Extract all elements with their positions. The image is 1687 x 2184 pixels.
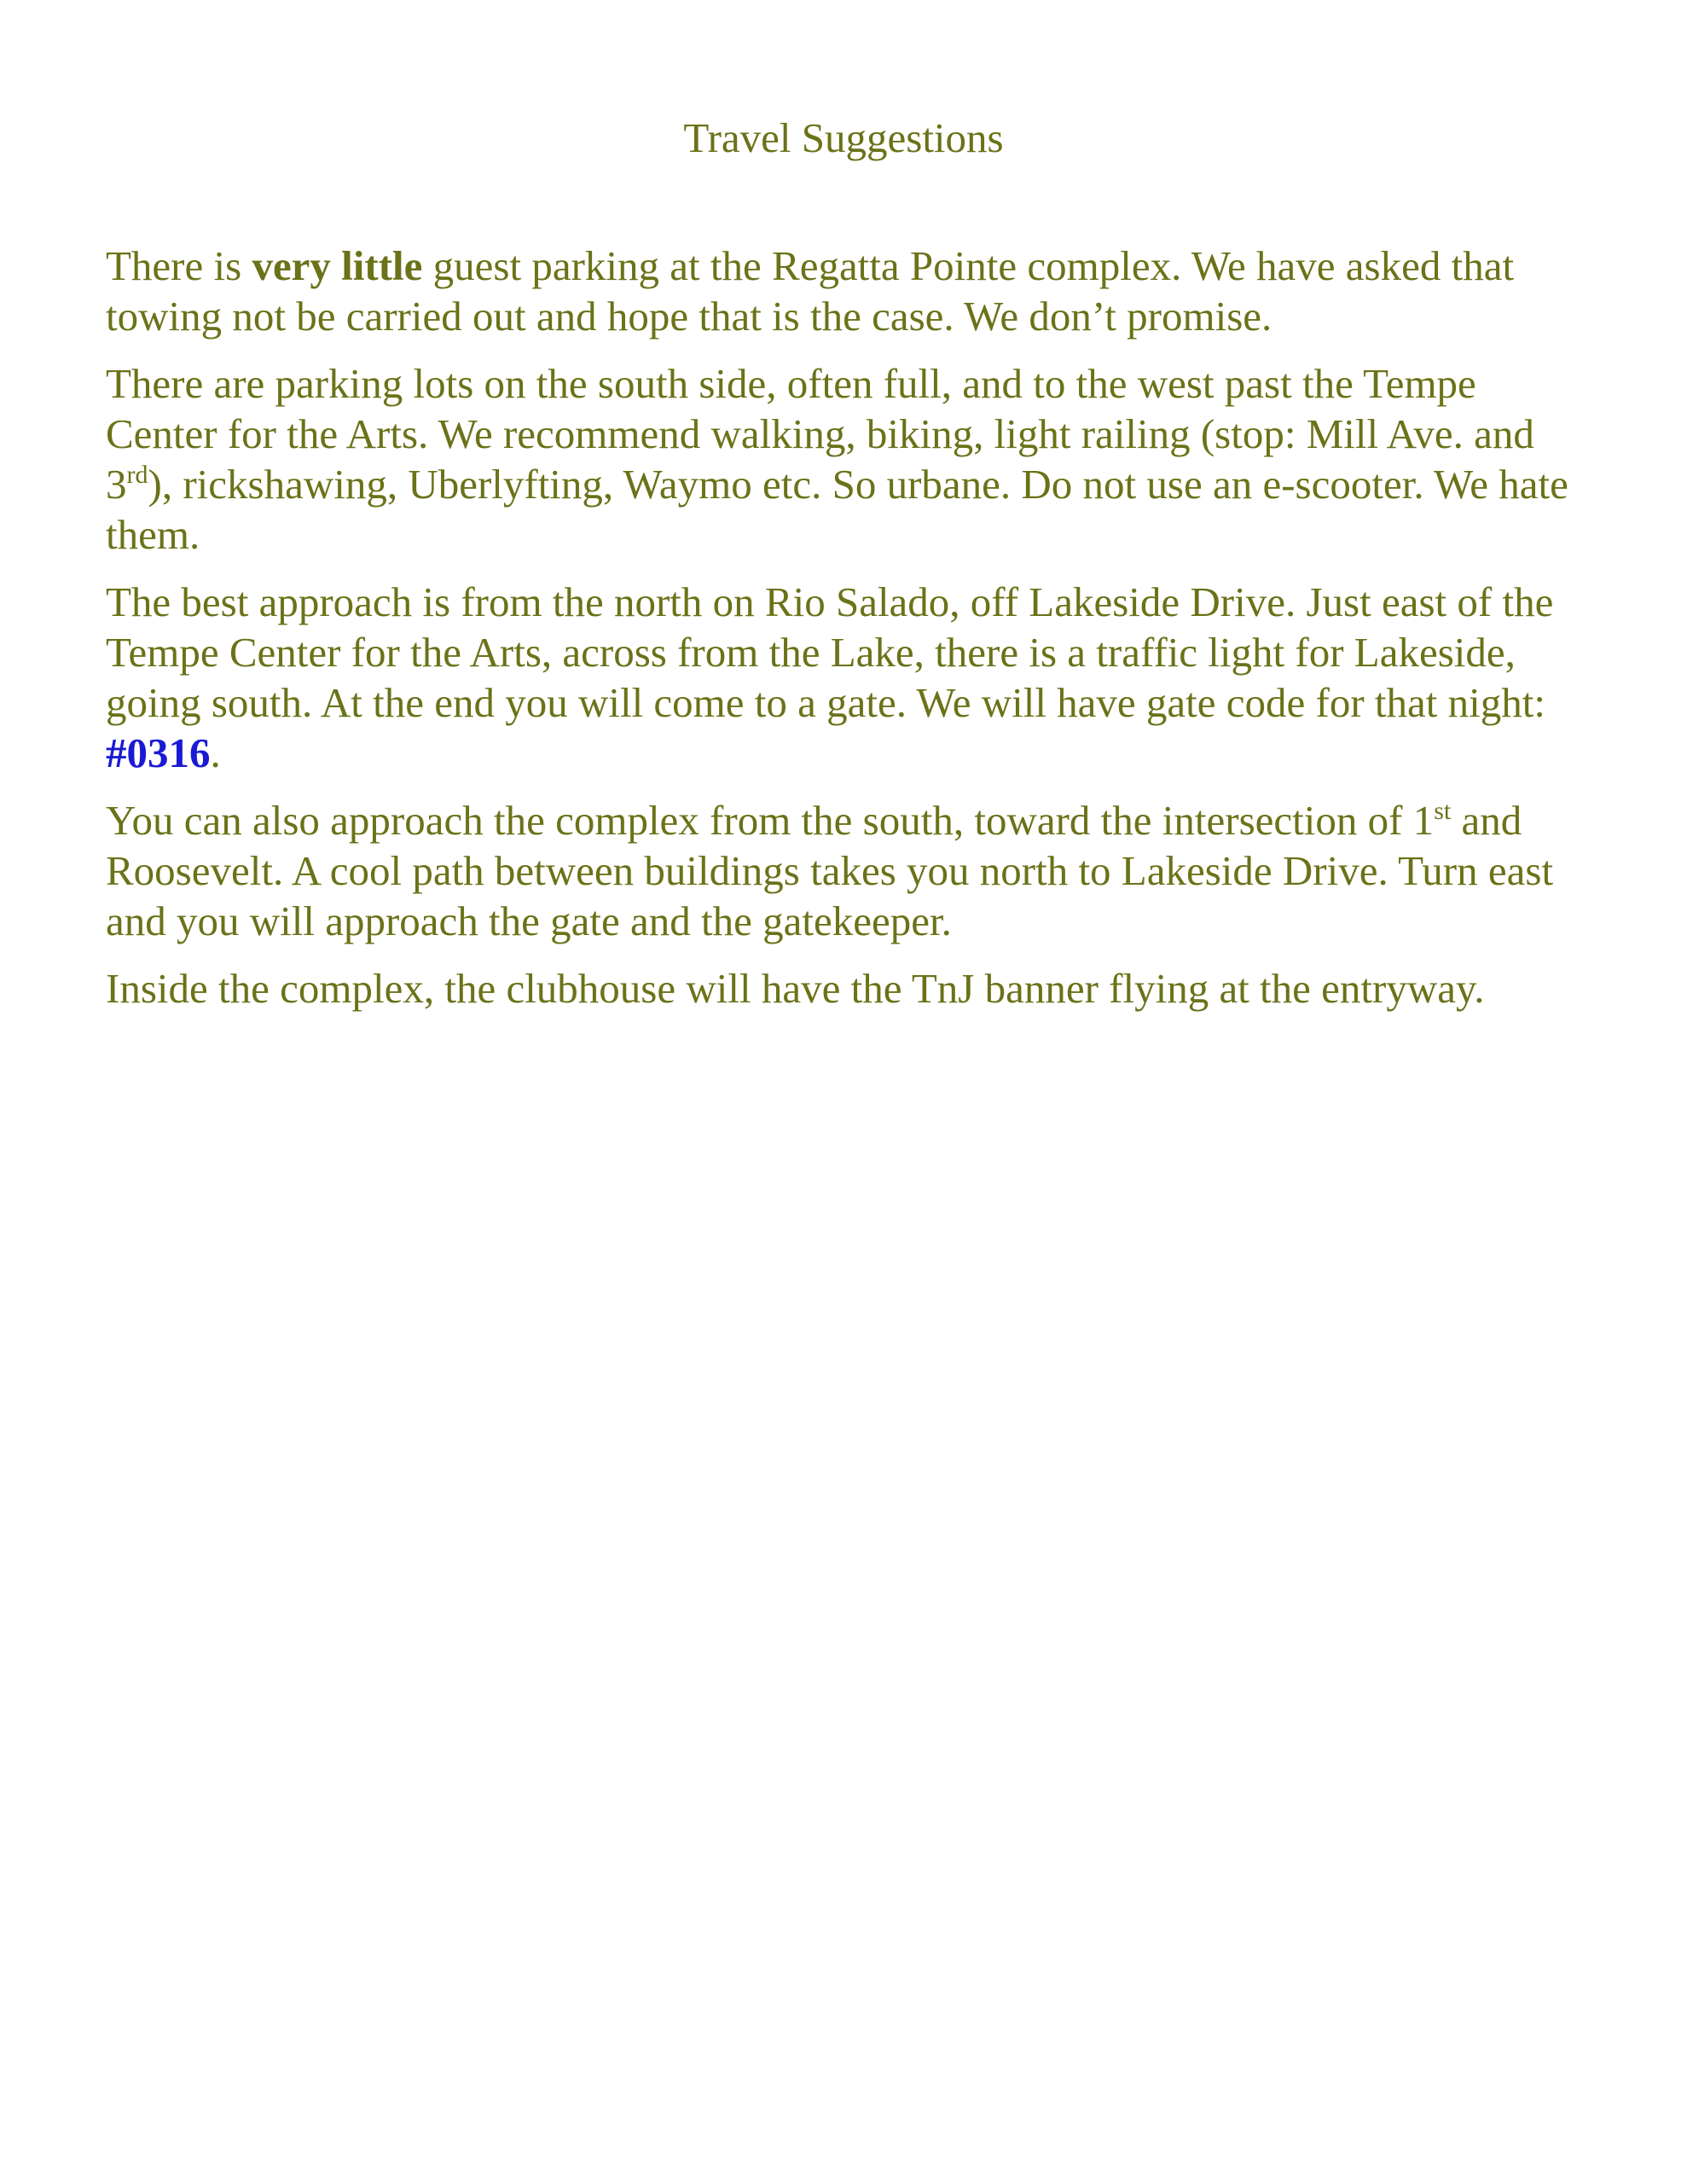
- paragraph-text: guest parking at the Regatta Pointe complex. We have asked that towing not be carried out and hope that is the case. We don’t promise.: [106, 242, 1515, 340]
- gate-code: #0316: [106, 729, 211, 776]
- paragraph-guest-parking: [106, 241, 1590, 341]
- document-body: [106, 241, 1590, 1031]
- paragraph-south-approach: [106, 795, 1590, 946]
- paragraph-text: Inside the complex, the clubhouse will have the TnJ banner flying at the entryway.: [106, 965, 1485, 1012]
- paragraph-north-approach: [106, 577, 1590, 778]
- paragraph-text: and Roosevelt. A cool path between buildings takes you north to Lakeside Drive. Turn east and you will approach the gate and the gatekeeper.: [106, 797, 1554, 944]
- emphasis-text: very little: [252, 242, 423, 289]
- superscript-ordinal: st: [1434, 797, 1452, 825]
- paragraph-text: .: [210, 729, 221, 776]
- paragraph-text: There are parking lots on the south side, often full, and to the west past the Tempe Center for the Arts. We recommend walking, biking, light railing (stop: Mill Ave. and 3: [106, 360, 1534, 508]
- paragraph-text: There is: [106, 242, 252, 289]
- paragraph-text: You can also approach the complex from the south, toward the intersection of 1: [106, 797, 1435, 844]
- paragraph-text: The best approach is from the north on Rio Salado, off Lakeside Drive. Just east of the Tempe Center for the Arts, across from the Lake, there is a traffic light for Lakeside, going south. At the end you will come to a gate. We will have gate code for that night:: [106, 578, 1554, 726]
- paragraph-clubhouse: [106, 963, 1590, 1014]
- page-title: Travel Suggestions: [683, 114, 1004, 161]
- paragraph-text: ), rickshawing, Uberlyfting, Waymo etc. So urbane. Do not use an e-scooter. We hate them.: [106, 461, 1568, 558]
- paragraph-parking-lots: [106, 358, 1590, 560]
- superscript-ordinal: rd: [126, 461, 148, 489]
